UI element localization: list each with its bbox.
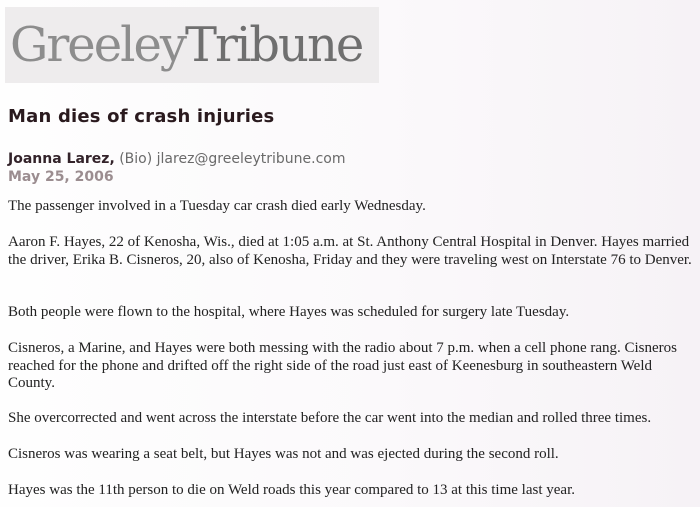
article-date: May 25, 2006: [8, 169, 114, 185]
author-email-link[interactable]: jlarez@greeleytribune.com: [156, 151, 346, 167]
article-paragraph: Aaron F. Hayes, 22 of Kenosha, Wis., died at 1:05 a.m. at St. Anthony Central Hospital in Denver. Hayes married the driver, Erika B. Cisneros, 20, also of Kenosha, Friday and they were traveling west on Interstate 76 to Denver.: [8, 234, 692, 268]
article-paragraph: The passenger involved in a Tuesday car crash died early Wednesday.: [8, 198, 426, 214]
article-paragraph: She overcorrected and went across the interstate before the car went into the median and rolled three times.: [8, 410, 652, 426]
masthead-title: [10, 17, 379, 73]
article-paragraph: Both people were flown to the hospital, where Hayes was scheduled for surgery late Tuesday.: [8, 304, 570, 320]
article-paragraph: Hayes was the 11th person to die on Weld roads this year compared to 13 at this time last year.: [8, 482, 575, 498]
masthead-greeley: Greeley: [10, 17, 185, 73]
byline: [8, 151, 346, 167]
masthead-logo: [5, 7, 379, 83]
article-paragraph: Cisneros, a Marine, and Hayes were both messing with the radio about 7 p.m. when a cell phone rang. Cisneros reached for the phone and drifted off the right side of the road just east of Keenesburg in southeastern Weld County.: [8, 340, 678, 391]
author-name: Joanna Larez,: [8, 151, 115, 167]
bio-link[interactable]: (Bio): [119, 151, 153, 167]
article-paragraph: Cisneros was wearing a seat belt, but Hayes was not and was ejected during the second roll.: [8, 446, 559, 462]
masthead-tribune: Tribune: [184, 17, 363, 73]
article-headline: Man dies of crash injuries: [8, 106, 275, 127]
